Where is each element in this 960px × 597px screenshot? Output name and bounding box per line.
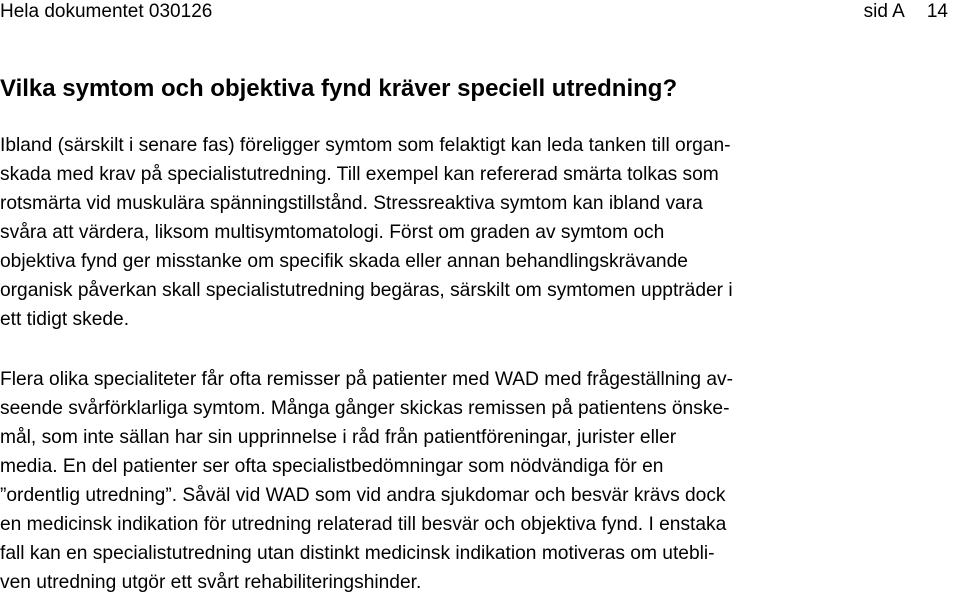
paragraph-line: ”ordentlig utredning”. Såväl vid WAD som vid andra sjukdomar och besvär krävs dock	[0, 485, 726, 506]
page-indicator	[864, 0, 948, 24]
paragraph-line: svåra att värdera, liksom multisymtomatologi. Först om graden av symtom och	[0, 222, 665, 243]
paragraph-line: mål, som inte sällan har sin upprinnelse i råd från patientföreningar, jurister eller	[0, 427, 677, 448]
page-number: 14	[926, 1, 948, 22]
section-heading: Vilka symtom och objektiva fynd kräver speciell utredning?	[0, 75, 678, 102]
paragraph-line: fall kan en specialistutredning utan distinkt medicinsk indikation motiveras om utebli-	[0, 543, 715, 564]
paragraph-line: ett tidigt skede.	[0, 309, 130, 330]
paragraph-line: en medicinsk indikation för utredning relaterad till besvär och objektiva fynd. I enstaka	[0, 514, 727, 535]
paragraph-line: skada med krav på specialistutredning. Till exempel kan refererad smärta tolkas som	[0, 164, 719, 185]
page-header	[0, 0, 948, 24]
paragraph-line: media. En del patienter ser ofta specialistbedömningar som nödvändiga för en	[0, 456, 664, 477]
page-label: sid A	[863, 1, 905, 22]
paragraph-1	[0, 131, 958, 334]
document-title: Hela dokumentet 030126	[0, 1, 213, 22]
paragraph-line: objektiva fynd ger misstanke om specifik skada eller annan behandlingskrävande	[0, 251, 688, 272]
paragraph-line: ven utredning utgör ett svårt rehabiliteringshinder.	[0, 572, 422, 593]
paragraph-line: Ibland (särskilt i senare fas) föreligger symtom som felaktigt kan leda tanken till organ-	[0, 135, 731, 156]
paragraph-line: seende svårförklarliga symtom. Många gånger skickas remissen på patientens önske-	[0, 398, 730, 419]
paragraph-line: rotsmärta vid muskulära spänningstillstånd. Stressreaktiva symtom kan ibland vara	[0, 193, 703, 214]
paragraph-line: organisk påverkan skall specialistutredning begäras, särskilt om symtomen uppträder i	[0, 280, 733, 301]
paragraph-line: Flera olika specialiteter får ofta remisser på patienter med WAD med frågeställning av-	[0, 369, 733, 390]
paragraph-2	[0, 365, 958, 597]
